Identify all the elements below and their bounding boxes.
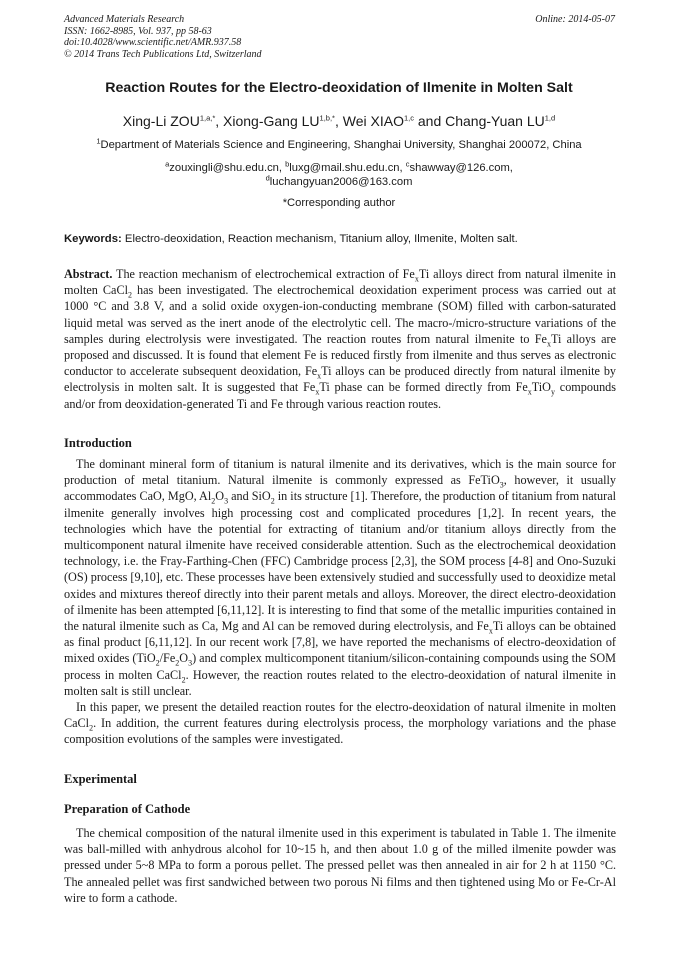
abstract-label: Abstract. bbox=[64, 267, 113, 281]
author-separator: , bbox=[215, 113, 224, 129]
corresponding-note: *Corresponding author bbox=[282, 197, 396, 209]
prep-paragraph: The chemical composition of the natural ilmenite used in this experiment is tabulated in Table 1. The ilmenite was ball-milled with anhydrous alcohol for 10~15 h, and then about 1.0 g of the milled ilmenite powder was pressed under 5~8 MPa to form a porous pellet. The pressed pellet was then annealed in air for 2 h at 1150 °C. The annealed pellet was first sandwiched between two porous Ni films and then tightened using Mo or Fe-Cr-Al wire to form a cathode. bbox=[64, 826, 616, 905]
author-list bbox=[0, 113, 678, 129]
doi-line: doi:10.4028/www.scientific.net/AMR.937.58 bbox=[64, 37, 242, 49]
author-affil-mark: 1,c bbox=[403, 113, 414, 123]
heading-experimental: Experimental bbox=[64, 772, 137, 786]
author-separator: and bbox=[413, 113, 446, 129]
heading-introduction: Introduction bbox=[64, 436, 132, 450]
keywords bbox=[64, 233, 616, 245]
affil-mark: 1 bbox=[96, 136, 101, 146]
author-separator: , bbox=[334, 113, 343, 129]
author-affil-mark: 1,b,* bbox=[319, 113, 335, 123]
copyright-line: © 2014 Trans Tech Publications Ltd, Switzerland bbox=[64, 48, 262, 60]
keywords-text: Electro-deoxidation, Reaction mechanism, Titanium alloy, Ilmenite, Molten salt. bbox=[121, 233, 518, 245]
preparation-body bbox=[64, 825, 616, 906]
email-b: luxg@mail.shu.edu.cn, bbox=[289, 162, 403, 174]
keywords-label: Keywords: bbox=[64, 233, 122, 245]
author-name: Xing-Li ZOU bbox=[122, 113, 200, 129]
paper-title: Reaction Routes for the Electro-deoxidation of Ilmenite in Molten Salt bbox=[105, 80, 573, 96]
journal-header bbox=[64, 14, 262, 60]
author-emails: $^a$zouxingli@shu.edu.cn, $^b$luxg@mail.shu.edu.cn, $^c$shawway@126.com, $^d$luchangyuan2006@163.com bbox=[165, 159, 513, 188]
email-c: shawway@126.com, bbox=[409, 162, 513, 174]
author-affil-mark: 1,a,* bbox=[199, 113, 216, 123]
heading-preparation: Preparation of Cathode bbox=[64, 802, 191, 816]
affil-text: Department of Materials Science and Engineering, Shanghai University, Shanghai 200072, China bbox=[100, 139, 582, 151]
author-name: Chang-Yuan LU bbox=[445, 113, 545, 129]
email-d: luchangyuan2006@163.com bbox=[269, 176, 413, 188]
abstract bbox=[64, 266, 616, 412]
journal-name: Advanced Materials Research bbox=[64, 14, 185, 25]
affiliation bbox=[0, 136, 678, 151]
introduction-body bbox=[64, 456, 616, 748]
author-name: Wei XIAO bbox=[342, 113, 404, 129]
email-a: zouxingli@shu.edu.cn, bbox=[169, 162, 282, 174]
author-name: Xiong-Gang LU bbox=[223, 113, 320, 129]
abstract-text: Abstract. The reaction mechanism of electrochemical extraction of $Fe_xTi$ alloys direct from natural ilmenite in molten CaCl$_2$ has been investigated. The electrochemical deoxidation experiment process was carried out at 1000 °C and 3.8 V, and a solid oxide oxygen-ion-conducting membrane (SOM) filled with carbon-saturated liquid metal was served as the inert anode of the electrolytic cell. The macro-/micro-structure variations of the samples during electrolysis were investigated. The reaction routes from natural ilmenite to $Fe_xTi$ alloys are proposed and discussed. It is found that element Fe is reduced firstly from ilmenite and thus serves as electronic conductor to accelerate subsequent deoxidation, $Fe_xTi$ alloys can be produced directly from natural ilmenite by electrolysis in molten salt. It is suggested that $Fe_xTi$ phase can be formed directly from $Fe_xTiO_y$ compounds and/or from deoxidation-generated Ti and Fe through various reaction routes. bbox=[64, 267, 617, 411]
author-affil-mark: 1,d bbox=[544, 113, 556, 123]
online-date: Online: 2014-05-07 bbox=[535, 14, 615, 25]
issn-line: ISSN: 1662-8985, Vol. 937, pp 58-63 bbox=[64, 25, 212, 37]
intro-paragraph-1: The dominant mineral form of titanium is natural ilmenite and its derivatives, which is the main source for production of metal titanium. Natural ilmenite is commonly expressed as FeTiO$_3$, however, it usually accommodates CaO, MgO, $Al_2O_3$ and SiO$_2$ in its structure [1]. Therefore, the production of titanium from natural ilmenite generally involves high processing cost and complicated procedures [1,2]. In recent years, the technologies which have the potential for extracting of titanium and/or titanium alloys directly from the multicomponent natural ilmenite have received considerable attention. Such as the electrochemical deoxidation technology, i.e. the Fray-Farthing-Chen (FFC) Cambridge process [2,3], the SOM process [4-8] and Ono-Suzuki (OS) process [9,10], etc. These processes have been extensively studied and successfully used to deoxidize metal oxides and mixtures thereof directly into their parent metals and alloys. Moreover, the direct electro-deoxidation of ilmenite has been attempted [6,11,12]. It is interesting to find that some of the metallic impurities contained in the natural ilmenite such as Ca, Mg and Al can be removed during electrolysis, and $Fe_xTi$ alloys can be obtained as final product [6,11,12]. In our recent work [7,8], we have reported the mechanisms of electro-deoxidation of mixed oxides $(TiO_2/Fe_2O_3)$ and complex multicomponent titanium/silicon-containing compounds using the SOM process in molten CaCl$_2$. However, the reaction routes related to the electro-deoxidation of natural ilmenite in molten salt is still unclear. bbox=[64, 457, 617, 698]
intro-paragraph-2: In this paper, we present the detailed reaction routes for the electro-deoxidation of natural ilmenite in molten CaCl$_2$. In addition, the current features during electrolysis process, the morphology variations and the phase composition evolutions of the samples were investigated. bbox=[64, 700, 616, 747]
